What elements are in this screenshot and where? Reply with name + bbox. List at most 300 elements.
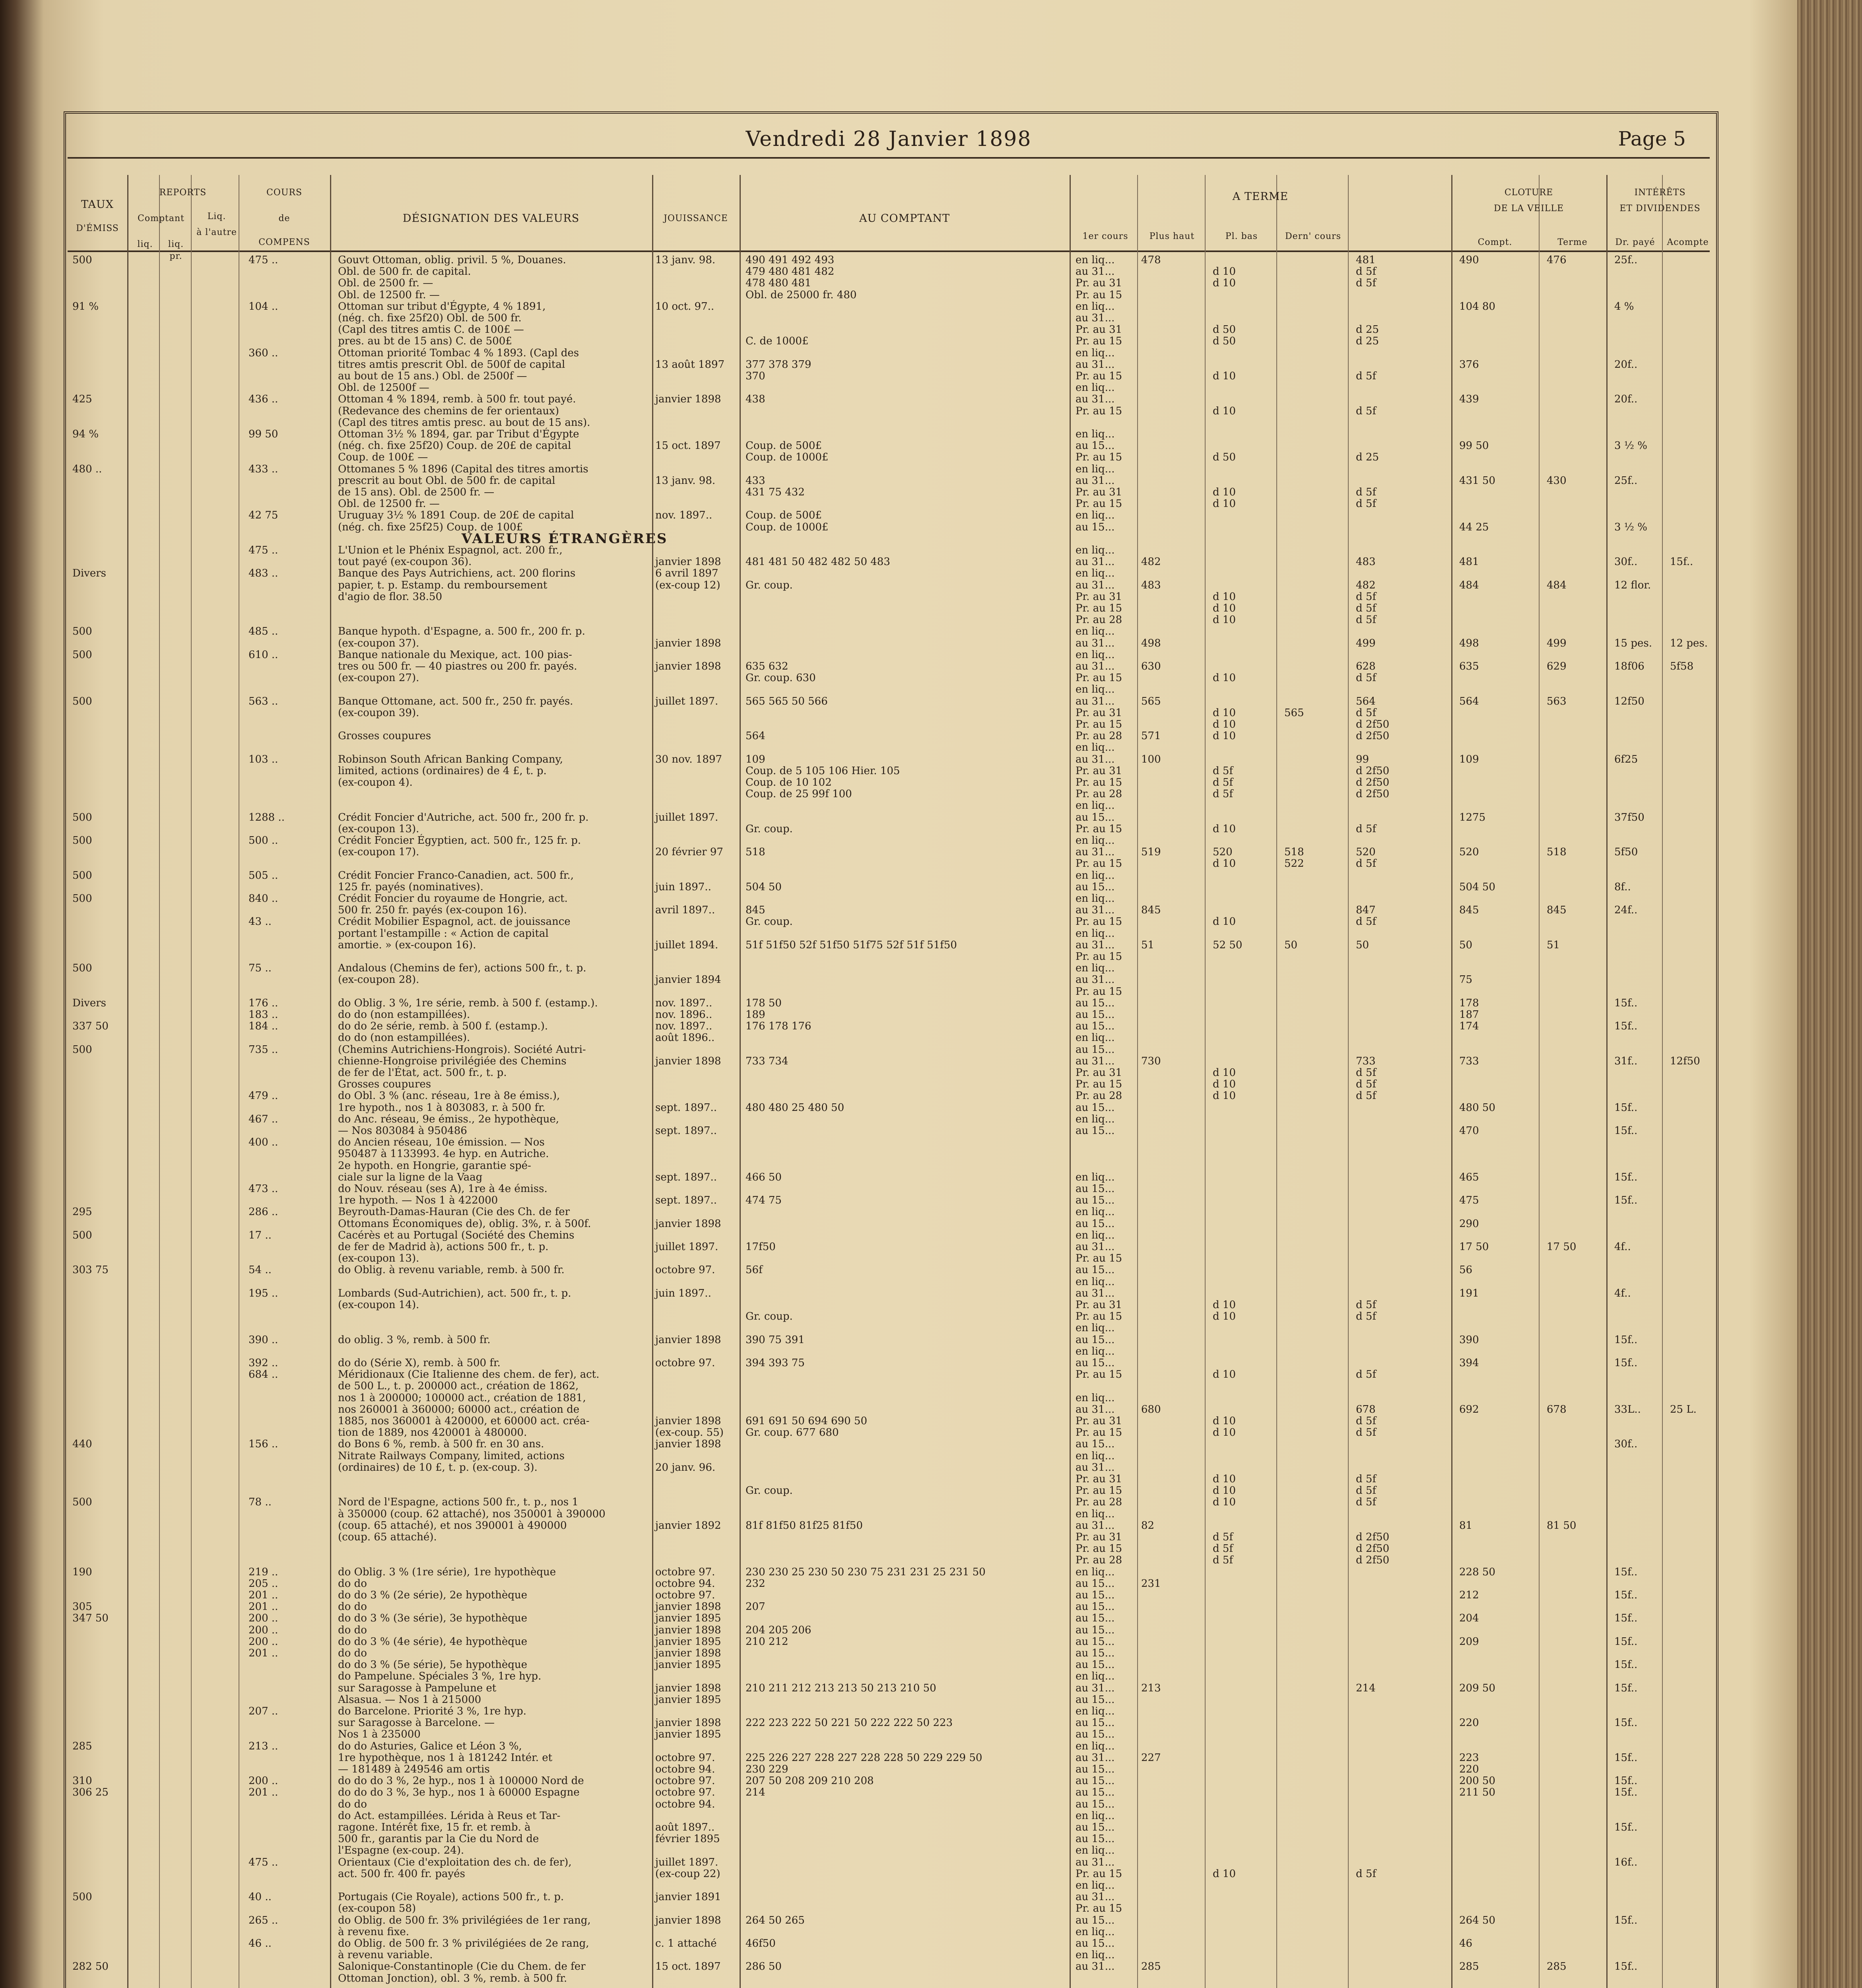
cours-cell: 475 .. (249, 1856, 278, 1868)
jouissance-cell: 15 oct. 1897 (655, 1961, 721, 1973)
designation-cell: pres. au bt de 15 ans) C. de 500£ (338, 335, 512, 348)
dernier-cours-cell: d 5f (1356, 1067, 1377, 1079)
taux-cell: 500 (72, 893, 92, 905)
terme-date-cell: au 31... (1076, 556, 1115, 568)
cloture-comptant-cell: 81 (1459, 1519, 1473, 1532)
terme-date-cell: au 31... (1076, 1751, 1115, 1764)
terme-date-cell: au 15... (1076, 1821, 1115, 1833)
col-rule (1606, 175, 1608, 1988)
terme-date-cell: Pr. au 15 (1076, 405, 1122, 417)
cours-cell: 42 75 (249, 509, 278, 522)
cloture-comptant-cell: 290 (1459, 1217, 1479, 1230)
plus-haut-cell: d 10 (1213, 370, 1236, 382)
dernier-cours-cell: 678 (1356, 1403, 1376, 1415)
jouissance-cell: octobre 94. (655, 1763, 715, 1775)
cours-cell: 479 .. (249, 1090, 278, 1102)
cours-cell: 840 .. (249, 893, 278, 905)
cloture-comptant-cell: 733 (1459, 1055, 1479, 1067)
designation-cell: 1re hypoth., nos 1 à 803083, r. à 500 fr. (338, 1101, 546, 1114)
cloture-terme-cell: 678 (1547, 1403, 1567, 1415)
terme-date-cell: Pr. au 15 (1076, 777, 1122, 788)
terme-date-cell: au 31... (1076, 1519, 1115, 1532)
taux-cell: 347 50 (72, 1612, 109, 1625)
designation-cell: do do do 3 %, 2e hyp., nos 1 à 100000 Nord de (338, 1775, 584, 1787)
dernier-cours-cell: d 5f (1356, 1369, 1377, 1381)
dividende-cell: 15f.. (1614, 1821, 1638, 1833)
designation-cell: nos 1 à 200000; 100000 act., création de 1881, (338, 1392, 586, 1404)
col-rule (1451, 175, 1452, 1988)
terme-date-cell: au 15... (1076, 1357, 1115, 1369)
cloture-terme-cell: 476 (1547, 254, 1567, 266)
cloture-comptant-cell: 504 50 (1459, 881, 1495, 893)
cloture-comptant-cell: 564 (1459, 695, 1479, 707)
cloture-comptant-cell: 99 50 (1459, 440, 1489, 452)
terme-date-cell: Pr. au 15 (1076, 1868, 1122, 1880)
plus-haut-cell: d 5f (1213, 1543, 1233, 1555)
comptant-cell: 431 75 432 (746, 486, 805, 498)
terme-date-cell: en liq... (1076, 382, 1115, 394)
designation-cell: à revenu variable. (338, 1949, 433, 1961)
terme-date-cell: au 31... (1076, 358, 1115, 371)
page-header (68, 119, 1710, 151)
designation-cell: papier, t. p. Estamp. du remboursement (338, 579, 548, 591)
designation-cell: Orientaux (Cie d'exploitation des ch. de fer), (338, 1856, 572, 1868)
designation-cell: amortie. » (ex-coupon 16). (338, 939, 476, 951)
cloture-comptant-cell: 46 (1459, 1938, 1473, 1949)
designation-cell: Robinson South African Banking Company, (338, 753, 563, 765)
dividende-cell: 25f.. (1614, 474, 1638, 487)
col-taux-sub: D'ÉMISS (76, 223, 119, 233)
taux-cell: 337 50 (72, 1020, 109, 1033)
cloture-comptant-cell: 470 (1459, 1125, 1479, 1137)
plus-haut-cell: d 10 (1213, 1090, 1236, 1102)
jouissance-cell: octobre 94. (655, 1798, 715, 1810)
cours-cell: 78 .. (249, 1496, 272, 1508)
plus-haut-cell: d 10 (1213, 730, 1236, 742)
designation-cell: Nitrate Railways Company, limited, actions (338, 1450, 565, 1462)
terme-date-cell: Pr. au 31 (1076, 1067, 1122, 1079)
comptant-cell: Gr. coup. (746, 1485, 793, 1497)
jouissance-cell: juin 1897.. (655, 1287, 711, 1299)
jouissance-cell: juillet 1897. (655, 1241, 718, 1253)
comptant-cell: 480 480 25 480 50 (746, 1101, 845, 1114)
terme-date-cell: Pr. au 31 (1076, 765, 1122, 777)
designation-cell: à revenu fixe. (338, 1926, 410, 1938)
dividende-cell: 15f.. (1614, 1775, 1638, 1787)
terme-date-cell: Pr. au 15 (1076, 1252, 1122, 1265)
designation-cell: act. 500 fr. 400 fr. payés (338, 1868, 465, 1880)
dernier-cours-cell: 628 (1356, 660, 1376, 672)
designation-cell: Nos 1 à 235000 (338, 1728, 421, 1741)
col-liq-autre: Liq. (207, 212, 226, 221)
jouissance-cell: sept. 1897.. (655, 1171, 717, 1183)
cloture-comptant-cell: 212 (1459, 1589, 1479, 1601)
terme-date-cell: au 31... (1076, 1403, 1115, 1415)
dividende-cell: 15f.. (1614, 1566, 1638, 1578)
designation-cell: 500 fr. 250 fr. payés (ex-coupon 16). (338, 904, 527, 916)
header-rule (68, 157, 1710, 159)
terme-date-cell: au 31... (1076, 474, 1115, 487)
terme-date-cell: au 31... (1076, 846, 1115, 858)
comptant-cell: Gr. coup. (746, 916, 793, 928)
dividende-cell: 6f25 (1614, 753, 1638, 765)
terme-date-cell: au 15... (1076, 1717, 1115, 1729)
comptant-cell: 433 (746, 474, 765, 487)
terme-date-cell: Pr. au 31 (1076, 1531, 1122, 1543)
taux-cell: 282 50 (72, 1961, 109, 1973)
dividende-cell: 15f.. (1614, 1961, 1638, 1973)
designation-cell: do do 3 % (5e série), 5e hypothèque (338, 1659, 528, 1671)
designation-cell: Ottoman sur tribut d'Égypte, 4 % 1891, (338, 300, 546, 313)
designation-cell: Grosses coupures (338, 730, 431, 742)
designation-cell: Alsasua. — Nos 1 à 215000 (338, 1693, 482, 1706)
dernier-cours-cell: 214 (1356, 1682, 1376, 1694)
dividende-cell: 25f.. (1614, 254, 1638, 266)
cours-cell: 213 .. (249, 1740, 278, 1752)
terme-date-cell: Pr. au 28 (1076, 614, 1122, 626)
terme-date-cell: en liq... (1076, 1949, 1115, 1961)
jouissance-cell: sept. 1897.. (655, 1194, 717, 1207)
comptant-cell: 109 (746, 753, 765, 765)
plus-haut-cell: d 50 (1213, 451, 1236, 464)
designation-cell: Obl. de 12500 fr. — (338, 289, 440, 301)
cours-cell: 103 .. (249, 753, 278, 765)
terme-date-cell: au 15... (1076, 1786, 1115, 1799)
cours-cell: 200 .. (249, 1624, 278, 1636)
premier-cours-cell: 730 (1141, 1055, 1161, 1067)
dividende-cell: 12 flor. (1614, 579, 1651, 591)
dernier-cours-cell: d 5f (1356, 590, 1377, 603)
premier-cours-cell: 482 (1141, 556, 1161, 568)
jouissance-cell: janvier 1895 (655, 1728, 721, 1741)
cloture-comptant-cell: 56 (1459, 1264, 1473, 1276)
terme-date-cell: en liq... (1076, 1276, 1115, 1288)
comptant-cell: 178 50 (746, 997, 782, 1009)
plus-haut-cell: 52 50 (1213, 939, 1243, 951)
cours-cell: 176 .. (249, 997, 278, 1009)
dernier-cours-cell: d 2f50 (1356, 1543, 1390, 1555)
dividende-cell: 15f.. (1614, 1751, 1638, 1764)
designation-cell: de fer de l'État, act. 500 fr., t. p. (338, 1067, 507, 1079)
plus-haut-cell: d 10 (1213, 858, 1236, 870)
plus-haut-cell: d 10 (1213, 1078, 1236, 1091)
designation-cell: Uruguay 3½ % 1891 Coup. de 20£ de capital (338, 509, 574, 522)
designation-cell: (ex-coupon 58) (338, 1903, 416, 1915)
comptant-cell: 390 75 391 (746, 1334, 805, 1346)
comptant-cell: 17f50 (746, 1241, 776, 1253)
jouissance-cell: février 1895 (655, 1833, 720, 1845)
designation-cell: (ordinaires) de 10 £, t. p. (ex-coup. 3). (338, 1461, 538, 1474)
jouissance-cell: sept. 1897.. (655, 1125, 717, 1137)
taux-cell: 306 25 (72, 1786, 109, 1799)
jouissance-cell: août 1896.. (655, 1032, 715, 1044)
designation-cell: Banque nationale du Mexique, act. 100 pias- (338, 648, 572, 661)
cloture-comptant-cell: 484 (1459, 579, 1479, 591)
taux-cell: 295 (72, 1206, 92, 1218)
terme-date-cell: Pr. au 28 (1076, 1496, 1122, 1508)
dividende-cell: 30f.. (1614, 1438, 1638, 1450)
comptant-cell: Gr. coup. (746, 1310, 793, 1323)
col-compens: COMPENS (258, 237, 310, 247)
comptant-cell: 474 75 (746, 1194, 782, 1207)
plus-haut-cell: d 10 (1213, 672, 1236, 684)
cloture-comptant-cell: 465 (1459, 1171, 1479, 1183)
dernier-cours-cell: d 5f (1356, 1427, 1377, 1439)
jouissance-cell: octobre 97. (655, 1751, 715, 1764)
cours-cell: 563 .. (249, 695, 278, 707)
designation-cell: Crédit Foncier du royaume de Hongrie, act. (338, 893, 568, 905)
dernier-cours-cell: d 5f (1356, 1078, 1377, 1091)
col-reports: REPORTS (159, 188, 207, 198)
designation-cell: do do (338, 1577, 367, 1590)
designation-cell: do Oblig. à revenu variable, remb. à 500 fr. (338, 1264, 565, 1276)
premier-cours-cell: 213 (1141, 1682, 1161, 1694)
acompte-cell: 12 pes. (1670, 637, 1708, 649)
taux-cell: 500 (72, 1043, 92, 1056)
comptant-cell: 222 223 222 50 221 50 222 222 50 223 (746, 1717, 953, 1729)
terme-date-cell: au 31... (1076, 266, 1115, 278)
terme-date-cell: au 31... (1076, 904, 1115, 916)
terme-date-cell: au 15... (1076, 1009, 1115, 1021)
terme-date-cell: au 15... (1076, 440, 1115, 452)
terme-date-cell: au 15... (1076, 1334, 1115, 1346)
designation-cell: 1re hypoth. — Nos 1 à 422000 (338, 1194, 498, 1207)
cloture-comptant-cell: 109 (1459, 753, 1479, 765)
terme-date-cell: au 15... (1076, 1194, 1115, 1207)
dernier-cours-cell: d 5f (1356, 823, 1377, 835)
dernier-cours-cell: d 5f (1356, 1485, 1377, 1497)
dernier-cours-cell: d 2f50 (1356, 765, 1390, 777)
jouissance-cell: janvier 1898 (655, 1055, 721, 1067)
dernier-cours-cell: d 2f50 (1356, 777, 1390, 788)
terme-date-cell: Pr. au 31 (1076, 1299, 1122, 1311)
dernier-cours-cell: d 5f (1356, 1415, 1377, 1427)
dividende-cell: 4 % (1614, 300, 1634, 313)
terme-date-cell: au 15... (1076, 521, 1115, 533)
terme-date-cell: au 15... (1076, 1635, 1115, 1648)
taux-cell: 500 (72, 648, 92, 661)
plus-haut-cell: d 10 (1213, 486, 1236, 498)
designation-cell: do do (non estampillées). (338, 1009, 470, 1021)
terme-date-cell: au 31... (1076, 1961, 1115, 1973)
designation-cell: Nord de l'Espagne, actions 500 fr., t. p., nos 1 (338, 1496, 579, 1508)
designation-cell: do do (338, 1647, 367, 1659)
comptant-cell: C. de 1000£ (746, 335, 809, 348)
acompte-cell: 12f50 (1670, 1055, 1700, 1067)
premier-cours-cell: 571 (1141, 730, 1161, 742)
terme-date-cell: au 15... (1076, 1612, 1115, 1625)
designation-cell: Ottoman Jonction), obl. 3 %, remb. à 500 fr. (338, 1972, 567, 1984)
cours-cell: 200 .. (249, 1635, 278, 1648)
jouissance-cell: janvier 1898 (655, 637, 721, 649)
plus-haut-cell: d 10 (1213, 1485, 1236, 1497)
cloture-comptant-cell: 104 80 (1459, 300, 1495, 313)
dernier-cours-cell: d 25 (1356, 451, 1379, 464)
comptant-cell: Coup. de 5 105 106 Hier. 105 (746, 765, 900, 777)
dernier-cours-cell: 482 (1356, 579, 1376, 591)
jouissance-cell: janvier 1892 (655, 1519, 721, 1532)
terme-date-cell: Pr. au 15 (1076, 498, 1122, 510)
comptant-cell: 565 565 50 566 (746, 695, 828, 707)
terme-date-cell: en liq... (1076, 683, 1115, 696)
dividende-cell: 15f.. (1614, 997, 1638, 1009)
plus-haut-cell: d 10 (1213, 266, 1236, 278)
col-rule (1348, 175, 1349, 1988)
col-au-comptant: AU COMPTANT (859, 212, 950, 225)
dividende-cell: 15f.. (1614, 1101, 1638, 1114)
plus-haut-cell: d 10 (1213, 405, 1236, 417)
jouissance-cell: juillet 1897. (655, 1856, 718, 1868)
designation-cell: sur Saragosse à Pampelune et (338, 1682, 497, 1694)
premier-cours-cell: 565 (1141, 695, 1161, 707)
terme-date-cell: au 15... (1076, 1217, 1115, 1230)
taux-cell: 500 (72, 811, 92, 823)
designation-cell: (ex-coupon 28). (338, 974, 419, 986)
terme-date-cell: Pr. au 15 (1076, 823, 1122, 835)
comptant-cell: Gr. coup. (746, 579, 793, 591)
dernier-cours-cell: d 2f50 (1356, 718, 1390, 730)
designation-cell: (Chemins Autrichiens-Hongrois). Société Autri- (338, 1043, 586, 1056)
comptant-cell: 230 229 (746, 1763, 788, 1775)
designation-cell: Banque des Pays Autrichiens, act. 200 florins (338, 567, 576, 580)
dividende-cell: 15f.. (1614, 1589, 1638, 1601)
designation-cell: do do (338, 1624, 367, 1636)
cloture-comptant-cell: 285 (1459, 1961, 1479, 1973)
designation-cell: Méridionaux (Cie Italienne des chem. de fer), act. (338, 1369, 600, 1381)
cours-cell: 505 .. (249, 869, 278, 881)
terme-date-cell: au 15... (1076, 1693, 1115, 1706)
comptant-cell: 466 50 (746, 1171, 782, 1183)
plus-haut-cell: d 10 (1213, 1868, 1236, 1880)
designation-cell: do Oblig. 3 %, 1re série, remb. à 500 f. (estamp.). (338, 997, 598, 1009)
terme-date-cell: en liq... (1076, 567, 1115, 580)
plus-haut-cell: d 10 (1213, 1473, 1236, 1485)
dernier-cours-cell: 99 (1356, 753, 1369, 765)
taux-cell: 500 (72, 1229, 92, 1241)
cours-cell: 219 .. (249, 1566, 278, 1578)
premier-cours-cell: 680 (1141, 1403, 1161, 1415)
terme-date-cell: au 15... (1076, 1763, 1115, 1775)
comptant-cell: 51f 51f50 52f 51f50 51f75 52f 51f 51f50 (746, 939, 957, 951)
dividende-cell: 15f.. (1614, 1682, 1638, 1694)
designation-cell: limited, actions (ordinaires) de 4 £, t. p. (338, 765, 547, 777)
col-rule (652, 175, 653, 1988)
cours-cell: 436 .. (249, 393, 278, 406)
designation-cell: d'agio de flor. 38.50 (338, 590, 442, 603)
jouissance-cell: sept. 1897.. (655, 1101, 717, 1114)
terme-date-cell: Pr. au 15 (1076, 1543, 1122, 1555)
designation-cell: au bout de 15 ans.) Obl. de 2500f — (338, 370, 527, 382)
dernier-cours-cell: 483 (1356, 556, 1376, 568)
designation-cell: 125 fr. payés (nominatives). (338, 881, 483, 893)
designation-cell: Portugais (Cie Royale), actions 500 fr., t. p. (338, 1891, 564, 1903)
dividende-cell: 15f.. (1614, 1659, 1638, 1671)
terme-date-cell: en liq... (1076, 1345, 1115, 1357)
cloture-comptant-cell: 394 (1459, 1357, 1479, 1369)
dernier-cours-cell: d 5f (1356, 1868, 1377, 1880)
comptant-cell: 176 178 176 (746, 1020, 812, 1033)
plus-bas-cell: 565 (1284, 707, 1304, 719)
jouissance-cell: janvier 1898 (655, 1647, 721, 1659)
terme-date-cell: au 31... (1076, 1891, 1115, 1903)
designation-cell: do Pampelune. Spéciales 3 %, 1re hyp. (338, 1670, 542, 1683)
designation-cell: do do (338, 1798, 367, 1810)
dividende-cell: 20f.. (1614, 358, 1638, 371)
taux-cell: Divers (72, 997, 107, 1009)
terme-date-cell: Pr. au 15 (1076, 1485, 1122, 1497)
designation-cell: (ex-coupon 13). (338, 823, 419, 835)
plus-haut-cell: d 10 (1213, 916, 1236, 928)
terme-date-cell: Pr. au 31 (1076, 324, 1122, 336)
jouissance-cell: 15 oct. 1897 (655, 440, 721, 452)
terme-date-cell: Pr. au 15 (1076, 1427, 1122, 1439)
designation-cell: do do 3 % (3e série), 3e hypothèque (338, 1612, 528, 1625)
designation-cell: (nég. ch. fixe 25f20) Coup. de 20£ de capital (338, 440, 571, 452)
designation-cell: (nég. ch. fixe 25f25) Coup. de 100£ (338, 521, 523, 533)
dividende-cell: 15f.. (1614, 1125, 1638, 1137)
terme-date-cell: Pr. au 15 (1076, 718, 1122, 730)
jouissance-cell: nov. 1897.. (655, 1020, 713, 1033)
terme-date-cell: en liq... (1076, 1171, 1115, 1183)
jouissance-cell: (ex-coup 22) (655, 1868, 720, 1880)
taux-cell: 480 .. (72, 463, 102, 475)
taux-cell: Divers (72, 567, 107, 580)
terme-date-cell: Pr. au 15 (1076, 951, 1122, 963)
comptant-cell: 56f (746, 1264, 763, 1276)
terme-date-cell: en liq... (1076, 1113, 1115, 1125)
taux-cell: 440 (72, 1438, 92, 1450)
designation-cell: Crédit Foncier Égyptien, act. 500 fr., 125 fr. p. (338, 835, 581, 846)
terme-date-cell: Pr. au 15 (1076, 289, 1122, 301)
designation-cell: (nég. ch. fixe 25f20) Obl. de 500 fr. (338, 312, 522, 324)
terme-date-cell: en liq... (1076, 800, 1115, 812)
terme-date-cell: Pr. au 15 (1076, 370, 1122, 382)
cours-cell: 201 .. (249, 1601, 278, 1613)
terme-date-cell: au 15... (1076, 1833, 1115, 1845)
taux-cell: 500 (72, 625, 92, 638)
dernier-cours-cell: d 2f50 (1356, 730, 1390, 742)
cours-cell: 286 .. (249, 1206, 278, 1218)
terme-date-cell: Pr. au 28 (1076, 1554, 1122, 1567)
premier-cours-cell: 100 (1141, 753, 1161, 765)
cours-cell: 201 .. (249, 1589, 278, 1601)
dernier-cours-cell: 50 (1356, 939, 1369, 951)
designation-cell: Obl. de 12500f — (338, 382, 429, 394)
col-rule (159, 175, 160, 1988)
taux-cell: 500 (72, 1891, 92, 1903)
jouissance-cell: janvier 1898 (655, 1717, 721, 1729)
plus-haut-cell: d 10 (1213, 614, 1236, 626)
dividende-cell: 3 ½ % (1614, 521, 1647, 533)
dividende-cell: 15f.. (1614, 1357, 1638, 1369)
designation-cell: (ex-coupon 13). (338, 1252, 419, 1265)
designation-cell: à 350000 (coup. 62 attaché), nos 350001 à 390000 (338, 1508, 606, 1520)
jouissance-cell: avril 1897.. (655, 904, 715, 916)
dividende-cell: 12f50 (1614, 695, 1645, 707)
designation-cell: (Capl des titres amtis presc. au bout de 15 ans). (338, 416, 590, 429)
plus-haut-cell: d 10 (1213, 1496, 1236, 1508)
terme-date-cell: au 31... (1076, 1241, 1115, 1253)
cloture-terme-cell: 563 (1547, 695, 1567, 707)
comptant-cell: 232 (746, 1577, 765, 1590)
premier-cours-cell: 227 (1141, 1751, 1161, 1764)
comptant-cell: 504 50 (746, 881, 782, 893)
taux-cell: 425 (72, 393, 92, 406)
terme-date-cell: en liq... (1076, 1740, 1115, 1752)
table-frame (64, 111, 1718, 1988)
terme-date-cell: Pr. au 15 (1076, 451, 1122, 464)
cloture-terme-cell: 845 (1547, 904, 1567, 916)
